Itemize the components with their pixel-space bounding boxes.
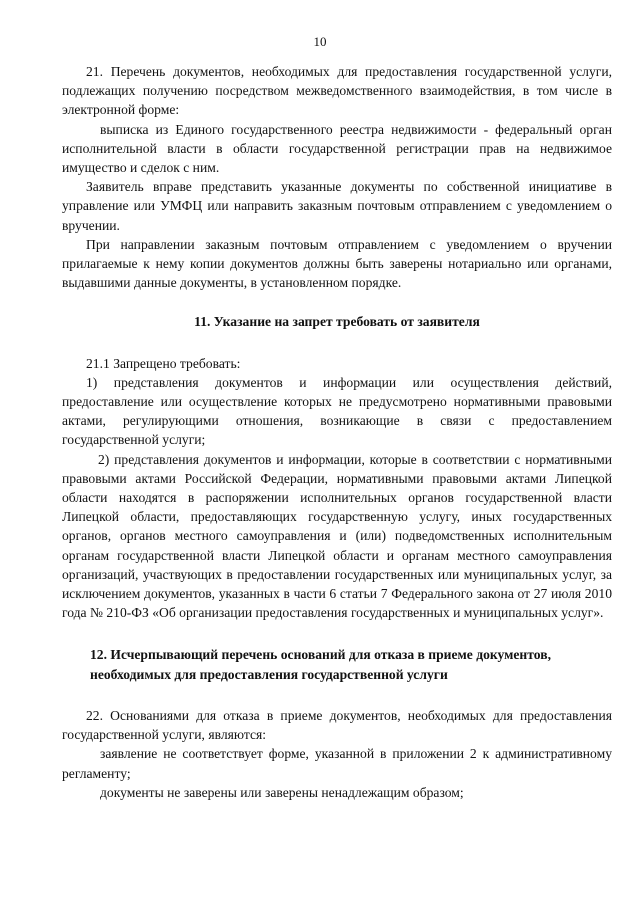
item21-heading-paragraph: 21. Перечень документов, необходимых для предоставления государственной услуги, подлежащих получению посредством межведомственного взаимодействия, в том числе в электронной форме: <box>62 64 612 118</box>
section-11-title: 11. Указание на запрет требовать от заявителя <box>194 314 480 330</box>
section-11-point-2: 2) представления документов и информации, которые в соответствии с нормативными правовыми актами Российской Федерации, нормативными правовыми актами Липецкой области находятся в распоряжении исполнительных органов государственной власти Липецкой области, предоставляющих государственную услугу, иных государственных органов, органов местного самоуправления и (или) подведомственных исполнительным органам государственной власти Липецкой области и органам местного самоуправления организаций, участвующих в предоставлении государственных или муниципальных услуг, за исключением документов, указанных в части 6 статьи 7 Федерального закона от 27 июля 2010 года № 210-ФЗ «Об организации предоставления государственных и муниципальных услуг». <box>62 451 612 621</box>
section-11-intro: 21.1 Запрещено требовать: <box>86 355 241 371</box>
item21-extract-paragraph: выписка из Единого государственного реестра недвижимости - федеральный орган исполнительной власти в области государственной регистрации прав на недвижимое имущество и сделок с ним. <box>62 121 612 176</box>
section-12-title: 12. Исчерпывающий перечень оснований для отказа в приеме документов, необходимых для предоставления государственной услуги <box>90 647 551 682</box>
section-12-ground-1: заявление не соответствует форме, указанной в приложении 2 к административному регламенту; <box>62 746 612 781</box>
section-12-ground-2: документы не заверены или заверены ненадлежащим образом; <box>100 784 464 800</box>
item21-mail-copies-paragraph: При направлении заказным почтовым отправлением с уведомлением о вручении прилагаемые к нему копии документов должны быть заверены нотариально или органами, выдавшими данные документы, в установленном порядке. <box>62 236 612 291</box>
section-11-point-1: 1) представления документов и информации или осуществления действий, предоставление или осуществление которых не предусмотрено нормативными правовыми актами, регулирующими отношения, возникающие в связи с предоставлением государственной услуги; <box>62 374 612 448</box>
page-number: 10 <box>313 34 327 49</box>
item21-applicant-right-paragraph: Заявитель вправе представить указанные документы по собственной инициативе в управление или УМФЦ или направить заказным почтовым отправлением с уведомлением о вручении. <box>62 179 612 233</box>
section-12-grounds-intro: 22. Основаниями для отказа в приеме документов, необходимых для предоставления государственной услуги, являются: <box>62 707 612 743</box>
document-body <box>62 62 612 802</box>
